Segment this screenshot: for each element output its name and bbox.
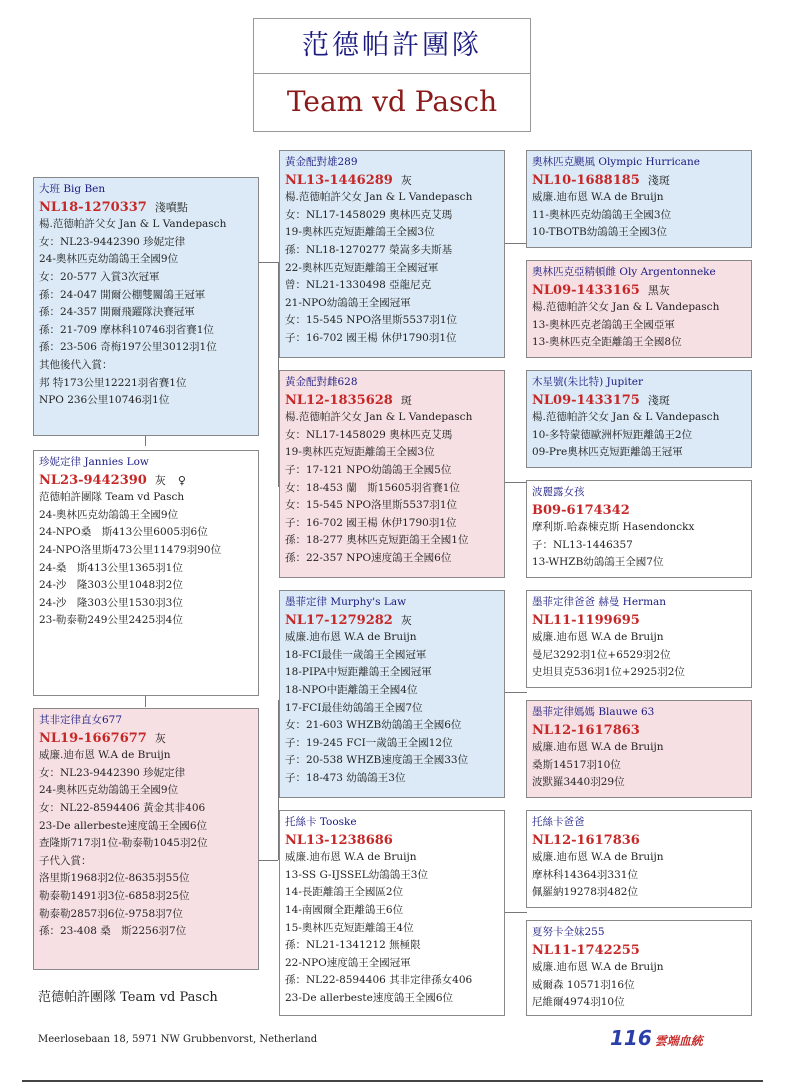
card-line: 曼尼3292羽1位+6529羽2位 xyxy=(532,648,671,661)
card-line: 23-De allerbeste速度鴿王全國6位 xyxy=(39,819,208,832)
hurricane-card xyxy=(526,150,752,248)
card-line: 24-奧林匹克幼鴿鴿王全國9位 xyxy=(39,784,179,797)
card-line: 邦 特173公里12221羽省賽1位 xyxy=(39,376,187,389)
card-line: 孫：NL18-1270277 榮嵩多夫斯基 xyxy=(285,243,453,256)
card-line: 威廉.迪布恩 W.A de Bruijn xyxy=(532,851,664,864)
card-line: 威廉.迪布恩 W.A de Bruijn xyxy=(285,631,417,644)
card-line: 楊.范德帕許父女 Jan & L Vandepasch xyxy=(285,411,473,424)
card-line: 17-FCI最佳幼鴿鴿王全國7位 xyxy=(285,701,423,714)
card-line: 24-桑 斯413公里1365羽1位 xyxy=(39,561,183,574)
card-line: 13-奧林匹克全距離鴿王全國8位 xyxy=(532,336,682,349)
card-line: 女：NL23-9442390 珍妮定律 xyxy=(39,235,186,248)
card-title: 托絲卡 Tooske xyxy=(285,816,357,828)
card-line: 女：NL22-8594406 黃金其非406 xyxy=(39,801,206,814)
color-label: 灰 xyxy=(154,731,166,745)
card-line: 孫：NL22-8594406 其非定律孫女406 xyxy=(285,974,473,987)
card-line: 范德帕許團隊 Team vd Pasch xyxy=(39,491,185,504)
card-line: 孫：18-277 奧林匹克短距鴿王全國1位 xyxy=(285,534,469,547)
team-title-chinese: 范德帕許團隊 xyxy=(254,19,530,74)
card-line: 孫：23-506 奇梅197公里3012羽1位 xyxy=(39,341,217,354)
card-line: 摩利斯.哈森棟克斯 Hasendonckx xyxy=(532,521,695,534)
ring-number: NL23-9442390 xyxy=(39,472,147,488)
card-line: 女：21-603 WHZB幼鴿鴿王全國6位 xyxy=(285,719,462,732)
card-line: 威廉.迪布恩 W.A de Bruijn xyxy=(532,631,664,644)
tooske-dam-card xyxy=(526,920,752,1016)
card-line: 波默羅3440羽29位 xyxy=(532,776,625,789)
blauwe-card xyxy=(526,700,752,798)
color-label: 淺斑 xyxy=(647,393,670,407)
card-line: 09-Pre奧林匹克短距離鴿王冠軍 xyxy=(532,446,683,459)
connector-line xyxy=(145,695,146,707)
ring-number: NL13-1446289 xyxy=(285,172,393,188)
card-line: 子：16-702 國王楊 休伊1790羽1位 xyxy=(285,516,457,529)
connector-line xyxy=(145,436,146,446)
card-line: 10-多特蒙德歐洲杯短距離鴿王2位 xyxy=(532,428,693,441)
card-line: 24-沙 隆303公里1048羽2位 xyxy=(39,579,183,592)
connector-line xyxy=(505,482,527,483)
card-line: 威廉.迪布恩 W.A de Bruijn xyxy=(532,741,664,754)
tooske-sire-card xyxy=(526,810,752,908)
card-line: 子：20-538 WHZB速度鴿王全國33位 xyxy=(285,754,469,767)
footer-address: Meerlosebaan 18, 5971 NW Grubbenvorst, Netherland xyxy=(38,1034,318,1045)
card-line: 13-奧林匹克老鴿鴿王全國亞軍 xyxy=(532,318,675,331)
card-line: 佩羅納19278羽482位 xyxy=(532,886,638,899)
card-line: 13-WHZB幼鴿鴿王全國7位 xyxy=(532,556,664,569)
card-line: 女：18-453 蘭 斯15605羽省賽1位 xyxy=(285,481,460,494)
card-line: 曾：NL21-1330498 亞龍尼克 xyxy=(285,279,432,292)
ring-number: NL12-1617863 xyxy=(532,722,640,738)
footer-team-name: 范德帕許團隊 Team vd Pasch xyxy=(38,990,218,1005)
card-line: 其他後代入賞： xyxy=(39,358,113,371)
card-line: 威爾森 10571羽16位 xyxy=(532,978,635,991)
card-line: 24-NPO洛里斯473公里11479羽90位 xyxy=(39,543,222,556)
card-line: 23-De allerbeste速度鴿王全國6位 xyxy=(285,991,454,1004)
card-line: 女：NL17-1458029 奧林匹克艾瑪 xyxy=(285,208,453,221)
ring-number: NL12-1835628 xyxy=(285,392,393,408)
card-line: 14-南國爾全距離鴿王6位 xyxy=(285,903,404,916)
card-line: 查隆斯717羽1位-勒泰勒1045羽2位 xyxy=(39,837,208,850)
card-line: 女：15-545 NPO洛里斯5537羽1位 xyxy=(285,499,458,512)
card-line: 子：NL13-1446357 xyxy=(532,538,633,551)
card-line: 子：17-121 NPO幼鴿鴿王全國5位 xyxy=(285,463,452,476)
card-line: 24-沙 隆303公里1530羽3位 xyxy=(39,596,183,609)
card-title: 大班 Big Ben xyxy=(39,183,106,195)
team-title-english: Team vd Pasch xyxy=(286,85,498,118)
card-line: 桑斯14517羽10位 xyxy=(532,758,621,771)
card-line: 18-NPO中距離鴿王全國4位 xyxy=(285,683,418,696)
dam-second-card xyxy=(33,708,259,970)
card-line: 24-奧林匹克幼鴿鴿王全國9位 xyxy=(39,508,179,521)
card-line: 13-SS G-IJSSEL幼鴿鴿王3位 xyxy=(285,868,428,881)
card-line: 勒泰勒2857羽6位-9758羽7位 xyxy=(39,907,183,920)
ring-number: NL09-1433165 xyxy=(532,282,640,298)
color-label: 灰 xyxy=(154,473,166,487)
tooske-card xyxy=(279,810,505,1016)
color-label: 灰 xyxy=(400,613,412,627)
ring-number: NL19-1667677 xyxy=(39,730,147,746)
card-line: 23-勒泰勒249公里2425羽4位 xyxy=(39,614,183,627)
female-symbol: ♀ xyxy=(177,473,186,487)
card-title: 托絲卡爸爸 xyxy=(532,816,585,828)
card-line: 22-奧林匹克短距離鴿王全國冠軍 xyxy=(285,261,439,274)
ring-number: NL11-1199695 xyxy=(532,612,640,628)
color-label: 灰 xyxy=(400,173,412,187)
card-line: 14-長距離鴿王全國區2位 xyxy=(285,886,404,899)
card-line: 史坦貝克536羽1位+2925羽2位 xyxy=(532,666,685,679)
card-title: 珍妮定律 Jannies Low xyxy=(39,456,149,468)
card-line: 孫：24-047 開爾公棚雙關鴿王冠軍 xyxy=(39,288,206,301)
card-line: 19-奧林匹克短距離鴿王全國3位 xyxy=(285,446,435,459)
connector-line xyxy=(505,912,527,913)
card-line: 女：NL17-1458029 奧林匹克艾瑪 xyxy=(285,428,453,441)
header-box xyxy=(253,18,531,132)
color-label: 黑灰 xyxy=(647,283,670,297)
card-line: 24-NPO桑 斯413公里6005羽6位 xyxy=(39,526,208,539)
card-title: 墨菲定律媽媽 Blauwe 63 xyxy=(532,706,655,718)
card-line: 孫：NL21-1341212 無極限 xyxy=(285,939,421,952)
card-line: 子：18-473 幼鴿鴿王3位 xyxy=(285,771,406,784)
color-label: 淺斑 xyxy=(647,173,670,187)
ring-number: NL13-1238686 xyxy=(285,832,393,848)
card-title: 其非定律直女677 xyxy=(39,714,123,726)
ring-number: B09-6174342 xyxy=(532,502,630,518)
card-line: 24-奧林匹克幼鴿鴿王全國9位 xyxy=(39,253,179,266)
card-line: 孫：21-709 摩林科10746羽省賽1位 xyxy=(39,323,214,336)
sire-card xyxy=(279,150,505,358)
card-line: 女：NL23-9442390 珍妮定律 xyxy=(39,766,186,779)
card-line: 尼維爾4974羽10位 xyxy=(532,996,625,1009)
card-line: 11-奧林匹克幼鴿鴿王全國3位 xyxy=(532,208,672,221)
card-title: 黃金配對雌628 xyxy=(285,376,358,388)
card-title: 黃金配對雄289 xyxy=(285,156,358,168)
card-line: 子代入賞： xyxy=(39,854,92,867)
card-line: 10-TBOTB幼鴿鴿王全國3位 xyxy=(532,226,667,239)
bottom-divider xyxy=(22,1080,763,1082)
logo-text: 雲端血統 xyxy=(654,1034,703,1048)
card-title: 夏努卡全妹255 xyxy=(532,926,605,938)
card-line: 子：16-702 國王楊 休伊1790羽1位 xyxy=(285,331,457,344)
argentonneke-card xyxy=(526,260,752,358)
card-line: 18-FCI最佳一歲鴿王全國冠軍 xyxy=(285,648,427,661)
subject-pigeon-card xyxy=(33,177,259,436)
card-title: 波麗露女孩 xyxy=(532,486,585,498)
card-line: 洛里斯1968羽2位-8635羽55位 xyxy=(39,872,190,885)
card-line: 威廉.迪布恩 W.A de Bruijn xyxy=(532,191,664,204)
card-line: 孫：22-357 NPO速度鴿王全國6位 xyxy=(285,551,452,564)
card-line: 孫：24-357 開爾飛躍隊決賽冠軍 xyxy=(39,306,195,319)
card-line: 楊.范德帕許父女 Jan & L Vandepasch xyxy=(285,191,473,204)
card-line: 楊.范德帕許父女 Jan & L Vandepasch xyxy=(532,301,720,314)
card-line: 22-NPO速度鴿王全國冠軍 xyxy=(285,956,411,969)
connector-line xyxy=(258,262,278,263)
jupiter-card xyxy=(526,370,752,468)
card-title: 墨菲定律爸爸 赫曼 Herman xyxy=(532,596,667,608)
card-line: 子：19-245 FCI一歲鴿王全國12位 xyxy=(285,736,453,749)
ring-number: NL17-1279282 xyxy=(285,612,393,628)
bolimei-card xyxy=(526,480,752,578)
card-line: 勒泰勒1491羽3位-6858羽25位 xyxy=(39,889,190,902)
ring-number: NL09-1433175 xyxy=(532,392,640,408)
sire-dam-card xyxy=(279,370,505,578)
card-line: 威廉.迪布恩 W.A de Bruijn xyxy=(285,851,417,864)
card-line: 女：20-577 入賞3次冠軍 xyxy=(39,270,160,283)
connector-line xyxy=(505,692,527,693)
card-line: 19-奧林匹克短距離鴿王全國3位 xyxy=(285,226,435,239)
ring-number: NL18-1270337 xyxy=(39,199,147,215)
card-line: 孫：23-408 桑 斯2256羽7位 xyxy=(39,925,187,938)
card-line: 21-NPO幼鴿鴿王全國冠軍 xyxy=(285,296,411,309)
card-line: 威廉.迪布恩 W.A de Bruijn xyxy=(39,749,171,762)
ring-number: NL11-1742255 xyxy=(532,942,640,958)
card-line: 楊.范德帕許父女 Jan & L Vandepasch xyxy=(532,411,720,424)
connector-line xyxy=(258,860,278,861)
card-line: 18-PIPA中短距離鴿王全國冠軍 xyxy=(285,666,432,679)
card-line: 女：15-545 NPO洛里斯5537羽1位 xyxy=(285,314,458,327)
color-label: 淺噴點 xyxy=(154,200,188,214)
card-line: 威廉.迪布恩 W.A de Bruijn xyxy=(532,961,664,974)
ring-number: NL12-1617836 xyxy=(532,832,640,848)
ring-number: NL10-1688185 xyxy=(532,172,640,188)
card-title: 墨菲定律 Murphy's Law xyxy=(285,596,407,608)
card-line: NPO 236公里10746羽1位 xyxy=(39,394,170,407)
card-line: 15-奧林匹克短距離鴿王4位 xyxy=(285,921,414,934)
logo-number: 116 xyxy=(610,1026,652,1050)
herman-card xyxy=(526,590,752,688)
site-logo xyxy=(610,1026,703,1052)
card-title: 奧林匹克亞精頓雌 Oly Argentonneke xyxy=(532,266,716,278)
card-line: 摩林科14364羽331位 xyxy=(532,868,638,881)
murphy-card xyxy=(279,590,505,798)
card-line: 楊.范德帕許父女 Jan & L Vandepasch xyxy=(39,218,227,231)
dam-main-card xyxy=(33,450,259,696)
card-title: 木星號(朱比特) Jupiter xyxy=(532,376,644,388)
color-label: 斑 xyxy=(400,393,412,407)
card-title: 奧林匹克颶風 Olympic Hurricane xyxy=(532,156,700,168)
connector-line xyxy=(505,243,527,244)
